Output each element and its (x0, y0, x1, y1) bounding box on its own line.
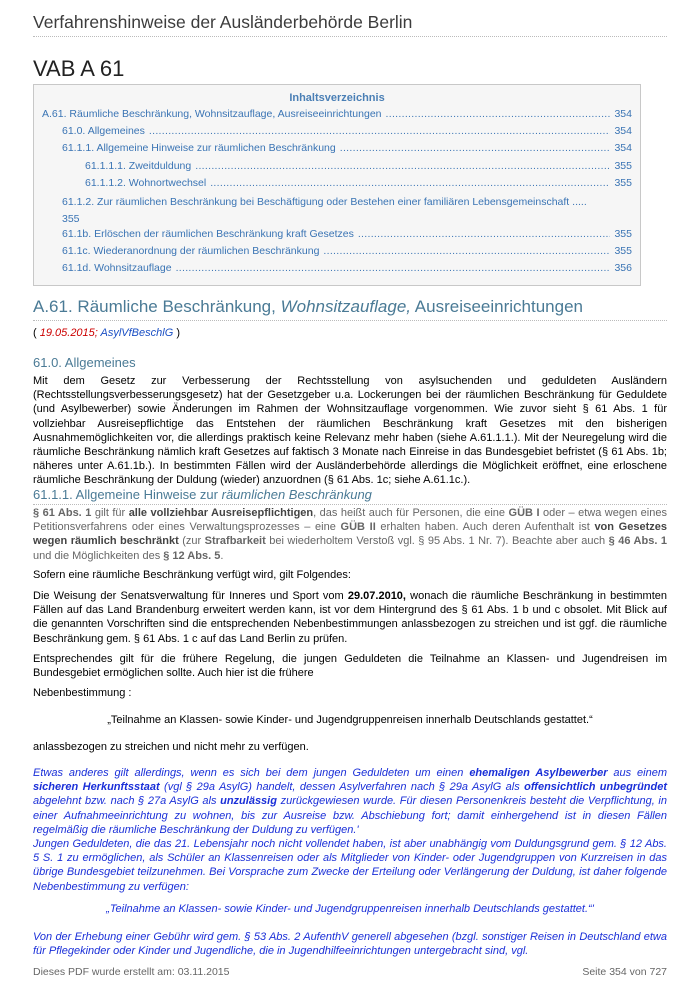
toc-item[interactable] (42, 177, 632, 194)
toc-item[interactable] (42, 142, 632, 159)
toc-item[interactable] (42, 194, 632, 228)
toc-leader (386, 108, 611, 120)
paragraph-sichere-herkunftsstaaten: Etwas anderes gilt allerdings, wenn es sich bei dem jungen Geduldeten um einen ehemaligen Asylbewerber aus einem sicheren Herkunftsstaat (vgl § 29a AsylG) handelt, dessen Asylverfahren nach § 29a AsylG als offensichtlich unbegründet abgelehnt bzw. nach § 27a AsylG als unzulässig zurückgewiesen wurde. Für diesen Personenkreis besteht die Verpflichtung, in einer Aufnahmeeinrichtung zu wohnen, bis zur Ausreise bzw. Abschiebung fort; damit einhergehend ist in diesen Fällen regelmäßig die räumliche Beschränkung der Duldung zu verfügen.' (33, 767, 668, 836)
section-reference: ( 19.05.2015; AsylVfBeschlG ) (33, 327, 180, 339)
toc-item[interactable] (42, 108, 632, 125)
footer-page-number: Seite 354 von 727 (582, 966, 667, 978)
paragraph-junge-geduldete: Jungen Geduldeten, die das 21. Lebensjahr noch nicht vollendet haben, ist aber unabhängig vom Duldungsgrund gem. § 12 Abs. 5 S. 1 zu ermöglichen, als Schüler an Klassenreisen oder als Mitglieder von Kinder- oder Jugendgruppen von Kurzreisen in das übrige Bundesgebiet teilzunehmen. Bei Vorsprache zum Zwecke der Erteilung oder Verlängerung der Duldung, ist daher folgende Nebenbestimmung zu verfügen: (33, 838, 667, 893)
ref-date-link[interactable]: 19.05.2015; (39, 327, 98, 339)
toc-item[interactable] (42, 245, 632, 262)
paragraph-klassenreisen: Entsprechendes gilt für die frühere Regelung, die jungen Geduldeten die Teilnahme an Klassen- und Jugendreisen im Bundesgebiet ermöglichen sollte. Auch hier ist die frühere (33, 653, 667, 680)
paragraph-weisung: Die Weisung der Senatsverwaltung für Inneres und Sport vom 29.07.2010, wonach die räumliche Beschränkung in bestimmten Fällen auf das Land Brandenburg erweitert werden kann, ist vor dem Hintergrund des § 61 Abs. 1 b und c obsolet. Mit Blick auf die genannten Vorschriften sind die entsprechenden Nebenbestimmungen anlassbezogen zu streichen und ist ggf. die räumliche Beschränkung gem. § 61 Abs. 1 c auf das Land Berlin zu prüfen. (33, 590, 667, 645)
toc-item-label: 61.1.1.2. Wohnortwechsel (85, 176, 207, 189)
toc-leader (195, 160, 610, 172)
paragraph-scope: § 61 Abs. 1 gilt für alle vollziehbar Ausreisepflichtigen, das heißt auch für Personen, die eine GÜB I oder – etwa wegen eines Petitionsverfahrens oder eines Verwaltungsprozesses – eine GÜB II erhalten haben. Auch deren Aufenthalt ist von Gesetzes wegen räumlich beschränkt (zur Strafbarkeit bei wiederholtem Verstoß vgl. § 95 Abs. 1 Nr. 7). Beachte aber auch § 46 Abs. 1 und die Möglichkeiten des § 12 Abs. 5. (33, 507, 667, 562)
heading-61-1-1: 61.1.1. Allgemeine Hinweise zur räumlichen Beschränkung (33, 487, 372, 502)
toc-item-label: 61.1b. Erlöschen der räumlichen Beschränkung kraft Gesetzes (62, 227, 354, 240)
toc-item-label: 61.1.2. Zur räumlichen Beschränkung bei Beschäftigung oder Bestehen einer familiären Lebensgemeinschaft (62, 195, 570, 208)
toc-item[interactable] (42, 125, 632, 142)
document-title: VAB A 61 (33, 56, 125, 81)
running-header: Verfahrenshinweise der Ausländerbehörde Berlin (33, 12, 413, 32)
paragraph-nebenbestimmung: Nebenbestimmung : (33, 687, 132, 699)
toc-item-page: 355 (614, 159, 632, 172)
section-title: A.61. Räumliche Beschränkung, Wohnsitzauflage, Ausreiseeinrichtungen (33, 297, 584, 316)
toc-leader (176, 262, 611, 274)
toc-item-label: 61.1c. Wiederanordnung der räumlichen Beschränkung (62, 245, 320, 258)
toc-leader (149, 125, 611, 137)
quote-nebenbestimmung-2: „Teilnahme an Klassen- sowie Kinder- und Jugendgruppenreisen innerhalb Deutschlands gestattet.“' (106, 903, 594, 915)
section-divider (33, 320, 667, 321)
toc-leader (340, 142, 611, 154)
heading-divider (33, 504, 667, 505)
toc-item-page: 355 (614, 245, 632, 258)
toc-leader (210, 177, 610, 189)
toc-item-page: 355 (614, 176, 632, 189)
toc-item-page: 356 (614, 262, 632, 275)
toc-item-label: A.61. Räumliche Beschränkung, Wohnsitzauflage, Ausreiseeinrichtungen (42, 108, 382, 120)
paragraph-streichen: anlassbezogen zu streichen und nicht mehr zu verfügen. (33, 741, 309, 753)
paragraph-gebuehr: Von der Erhebung einer Gebühr wird gem. § 53 Abs. 2 AufenthV generell abgesehen (bzgl. sonstiger Reisen in Deutschland etwa für Pflegekinder oder Kinder und Jugendliche, die in Jugendhilfeeinrichtungen untergebracht sind, vgl. (33, 931, 667, 958)
toc-item-label: 61.1.1.1. Zweitduldung (85, 159, 192, 172)
toc-heading: Inhaltsverzeichnis (289, 92, 385, 104)
paragraph-intro: Sofern eine räumliche Beschränkung verfügt wird, gilt Folgendes: (33, 569, 351, 581)
paragraph-61-0: Mit dem Gesetz zur Verbesserung der Rechtsstellung von asylsuchenden und geduldeten Ausländern (Rechtsstellungsverbesserungsgesetz) hat der Gesetzgeber u.a. Lockerungen bei der räumlichen Beschränkung für Geduldete (und Asylbewerber) sowie Änderungen im Rahmen der Wohnsitzauflage vorgenommen. Wie zuvor sieht § 61 Abs. 1 für vollziehbar Ausreisepflichtige das Entstehen der räumlichen Beschränkung kraft Gesetzes mit den bisherigen Ausnahmemöglichkeiten vor, die allerdings praktisch keine Relevanz mehr haben (siehe A.61.1.1.). Mit der Neuregelung wird die räumliche Beschränkung nämlich kraft Gesetzes auf faktisch 3 Monate nach Einreise in das Bundesgebiet befristet (§ 61 Abs. 1b; näheres unter A.61.1b.). In bestimmten Fällen wird der Ausländerbehörde allerdings die Möglichkeit eröffnet, eine erloschene räumliche Beschränkung der Duldung (wieder) anzuordnen (§ 61 Abs. 1c; siehe A.61.1c.). (33, 375, 667, 487)
toc-leader: ..... (572, 195, 587, 208)
header-divider (33, 36, 667, 37)
toc-leader (323, 245, 610, 257)
toc-item[interactable] (42, 228, 632, 245)
toc-item-page: 354 (614, 142, 632, 155)
table-of-contents (33, 84, 641, 286)
toc-item[interactable] (42, 262, 632, 279)
toc-item[interactable] (42, 160, 632, 177)
toc-item-label: 61.0. Allgemeines (62, 125, 145, 138)
toc-item-page: 354 (614, 125, 632, 138)
heading-61-0: 61.0. Allgemeines (33, 355, 136, 370)
footer-created: Dieses PDF wurde erstellt am: 03.11.2015 (33, 966, 230, 978)
toc-leader (358, 228, 611, 240)
toc-item-page: 354 (614, 108, 632, 120)
ref-law-link[interactable]: AsylVfBeschlG (97, 327, 174, 339)
toc-item-label: 61.1.1. Allgemeine Hinweise zur räumlichen Beschränkung (62, 142, 336, 155)
toc-item-label: 61.1d. Wohnsitzauflage (62, 262, 172, 275)
toc-item-page: 355 (614, 227, 632, 240)
toc-item-page: 355 (62, 212, 80, 225)
quote-nebenbestimmung: „Teilnahme an Klassen- sowie Kinder- und Jugendgruppenreisen innerhalb Deutschlands gestattet.“ (107, 714, 593, 726)
